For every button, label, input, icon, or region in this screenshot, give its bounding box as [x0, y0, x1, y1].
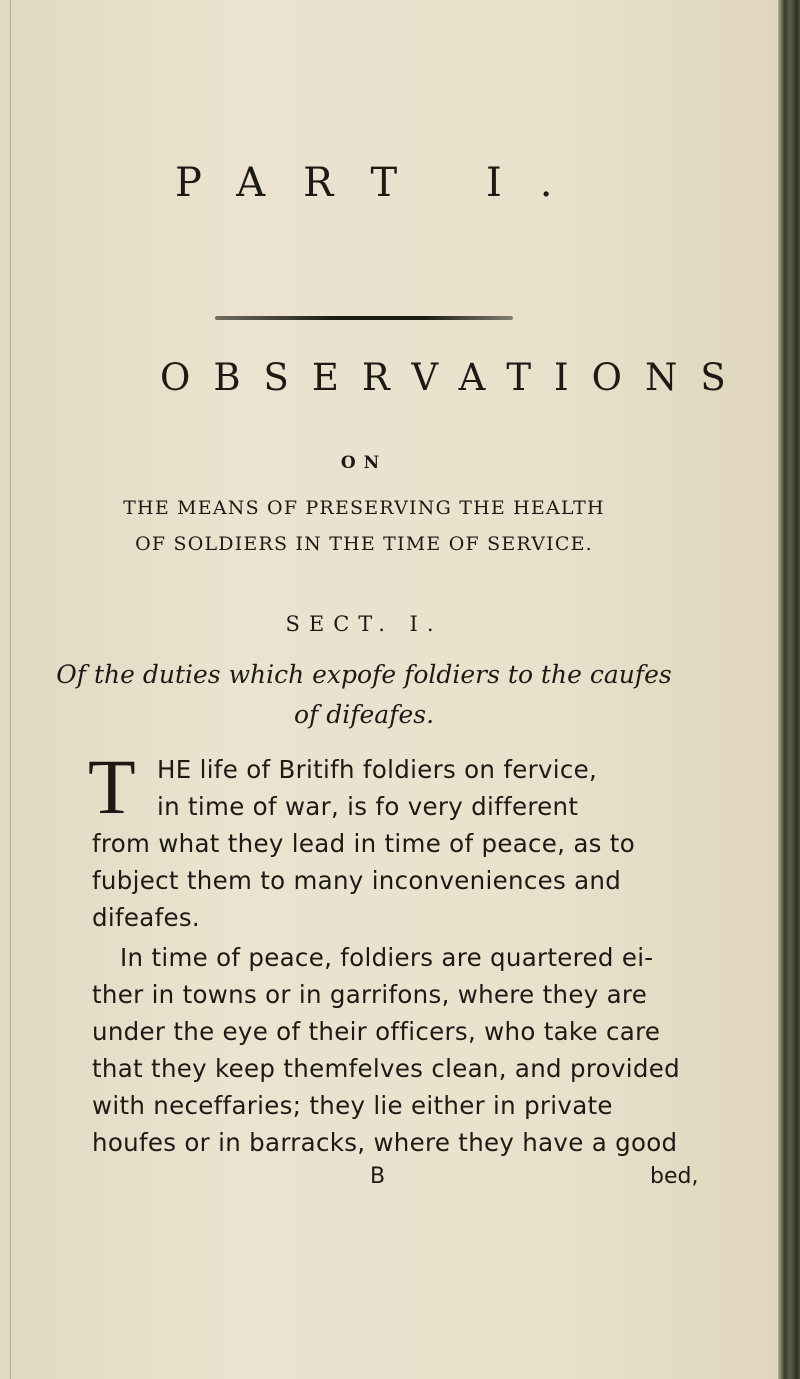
body-line: under the eye of their officers, who take care	[92, 1017, 661, 1046]
subtitle-line-1: THE MEANS OF PRESERVING THE HEALTH	[123, 497, 605, 519]
body-line: fubject them to many inconveniences and	[92, 866, 622, 895]
ornamental-rule	[215, 316, 513, 320]
drop-cap: T	[88, 743, 136, 830]
part-heading: PART I.	[175, 160, 591, 206]
body-line: in time of war, is fo very different	[157, 792, 579, 821]
body-line: difeafes.	[92, 903, 201, 932]
body-line: HE life of Britifh foldiers on fervice,	[157, 755, 598, 784]
title-connector: ON	[340, 453, 388, 473]
section-label: SECT. I.	[285, 612, 443, 636]
body-line: with neceffaries; they lie either in private	[92, 1091, 613, 1120]
section-title-line-2: of difeafes.	[293, 700, 435, 729]
catchword: bed,	[650, 1164, 699, 1189]
subtitle-line-2: OF SOLDIERS IN THE TIME OF SERVICE.	[135, 533, 593, 555]
main-title: OBSERVATIONS	[160, 356, 749, 399]
adjacent-page-edge	[778, 0, 800, 1379]
body-line: houfes or in barracks, where they have a good	[92, 1128, 678, 1157]
section-title-line-1: Of the duties which expofe foldiers to the caufes	[56, 660, 672, 689]
body-line: that they keep themfelves clean, and provided	[92, 1054, 680, 1083]
signature-mark: B	[370, 1164, 386, 1189]
body-line: ther in towns or in garrifons, where they are	[92, 980, 648, 1009]
body-line: In time of peace, foldiers are quartered ei-	[120, 943, 654, 972]
body-line: from what they lead in time of peace, as to	[92, 829, 635, 858]
page-fold-line	[10, 0, 11, 1379]
